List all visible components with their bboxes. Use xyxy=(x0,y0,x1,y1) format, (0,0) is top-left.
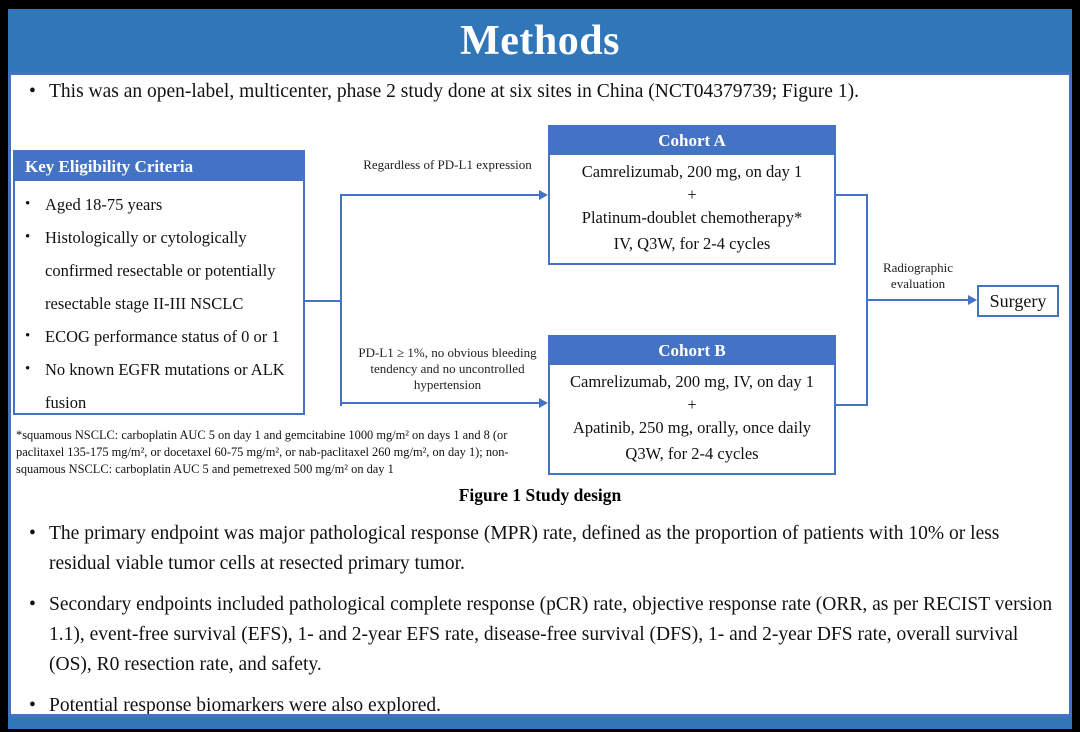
eligibility-item xyxy=(25,320,295,353)
cohort-a-line: + xyxy=(687,185,697,204)
surgery-box: Surgery xyxy=(977,285,1059,317)
bullet-text: Secondary endpoints included pathological complete response (pCR) rate, objective response rate (ORR, as per RECIST version 1.1), event-free survival (EFS), 1- and 2-year EFS rate, disease-free survival (DFS), 1- and 2-year DFS rate, overall survival (OS), R0 resection rate, and safety. xyxy=(49,594,1053,675)
branch-label-cohort-a: Regardless of PD-L1 expression xyxy=(363,157,532,172)
connector-to-cohort-b xyxy=(340,402,539,404)
connector-branch-vertical xyxy=(340,194,342,406)
branch-label-surgery: Radiographic evaluation xyxy=(882,260,954,291)
cohort-b-content xyxy=(550,366,834,467)
connector-cohort-b-out xyxy=(836,404,868,406)
cohort-a-line: Camrelizumab, 200 mg, on day 1 xyxy=(581,162,803,181)
eligibility-item-text: Aged 18-75 years xyxy=(45,195,163,214)
cohort-b-line: Q3W, for 2-4 cycles xyxy=(625,444,759,463)
bullet-item xyxy=(21,519,1055,579)
bullet-icon: • xyxy=(25,229,31,245)
bullet-text: Potential response biomarkers were also explored. xyxy=(49,695,442,716)
connector-to-surgery xyxy=(866,299,968,301)
bullet-icon: • xyxy=(25,361,31,377)
footer-bar xyxy=(8,717,1072,729)
arrowhead-surgery-icon xyxy=(968,295,977,305)
page-title: Methods xyxy=(460,17,620,64)
eligibility-list xyxy=(15,188,303,419)
cohort-a-header: Cohort A xyxy=(550,127,834,156)
intro-bullet xyxy=(21,81,1057,103)
eligibility-item-text: No known EGFR mutations or ALK fusion xyxy=(45,360,285,412)
bullet-list xyxy=(21,519,1055,717)
connector-to-cohort-a xyxy=(340,194,539,196)
eligibility-item-text: Histologically or cytologically confirmed resectable or potentially resectable stage II-III NSCLC xyxy=(45,228,276,313)
eligibility-box xyxy=(13,150,305,415)
bullet-icon: • xyxy=(29,81,36,102)
cohort-b-box xyxy=(548,335,836,475)
cohort-b-line: Apatinib, 250 mg, orally, once daily xyxy=(572,418,812,437)
connector-cohort-a-out xyxy=(836,194,868,196)
content-area xyxy=(8,72,1072,717)
cohort-a-line: IV, Q3W, for 2-4 cycles xyxy=(613,234,771,253)
bullet-text: The primary endpoint was major pathological response (MPR) rate, defined as the proportion of patients with 10% or less residual viable tumor cells at resected primary tumor. xyxy=(49,523,1000,574)
eligibility-item xyxy=(25,221,295,320)
connector-eligibility-out xyxy=(305,300,340,302)
cohort-b-line: + xyxy=(687,395,697,414)
eligibility-item xyxy=(25,188,295,221)
figure-caption: Figure 1 Study design xyxy=(458,485,622,505)
bullet-icon: • xyxy=(29,695,36,716)
cohort-a-content xyxy=(550,156,834,257)
intro-bullet-text: This was an open-label, multicenter, phase 2 study done at six sites in China (NCT04379739; Figure 1). xyxy=(49,81,859,102)
cohort-b-header: Cohort B xyxy=(550,337,834,366)
cohort-a-box xyxy=(548,125,836,265)
cohort-b-line: Camrelizumab, 200 mg, IV, on day 1 xyxy=(570,372,814,391)
branch-label-cohort-b: PD-L1 ≥ 1%, no obvious bleeding tendency and no uncontrolled hypertension xyxy=(358,345,537,392)
eligibility-item xyxy=(25,353,295,419)
eligibility-header: Key Eligibility Criteria xyxy=(15,152,303,182)
arrowhead-cohort-b-icon xyxy=(539,398,548,408)
eligibility-item-text: ECOG performance status of 0 or 1 xyxy=(45,327,280,346)
figure-footnote: *squamous NSCLC: carboplatin AUC 5 on day 1 and gemcitabine 1000 mg/m² on days 1 and 8 (or paclitaxel 135-175 mg/m², or docetaxel 60-75 mg/m², or nab-paclitaxel 260 mg/m², on day 1); non-squamous NSCLC: carboplatin AUC 5 and pemetrexed 500 mg/m² on day 1 xyxy=(16,428,509,476)
bullet-icon: • xyxy=(25,196,31,212)
cohort-a-line: Platinum-doublet chemotherapy* xyxy=(581,208,803,227)
bullet-item xyxy=(21,590,1055,680)
bullet-icon: • xyxy=(29,523,36,544)
title-bar xyxy=(8,9,1072,72)
bullet-icon: • xyxy=(29,594,36,615)
arrowhead-cohort-a-icon xyxy=(539,190,548,200)
bullet-item xyxy=(21,691,1055,717)
bullet-icon: • xyxy=(25,328,31,344)
